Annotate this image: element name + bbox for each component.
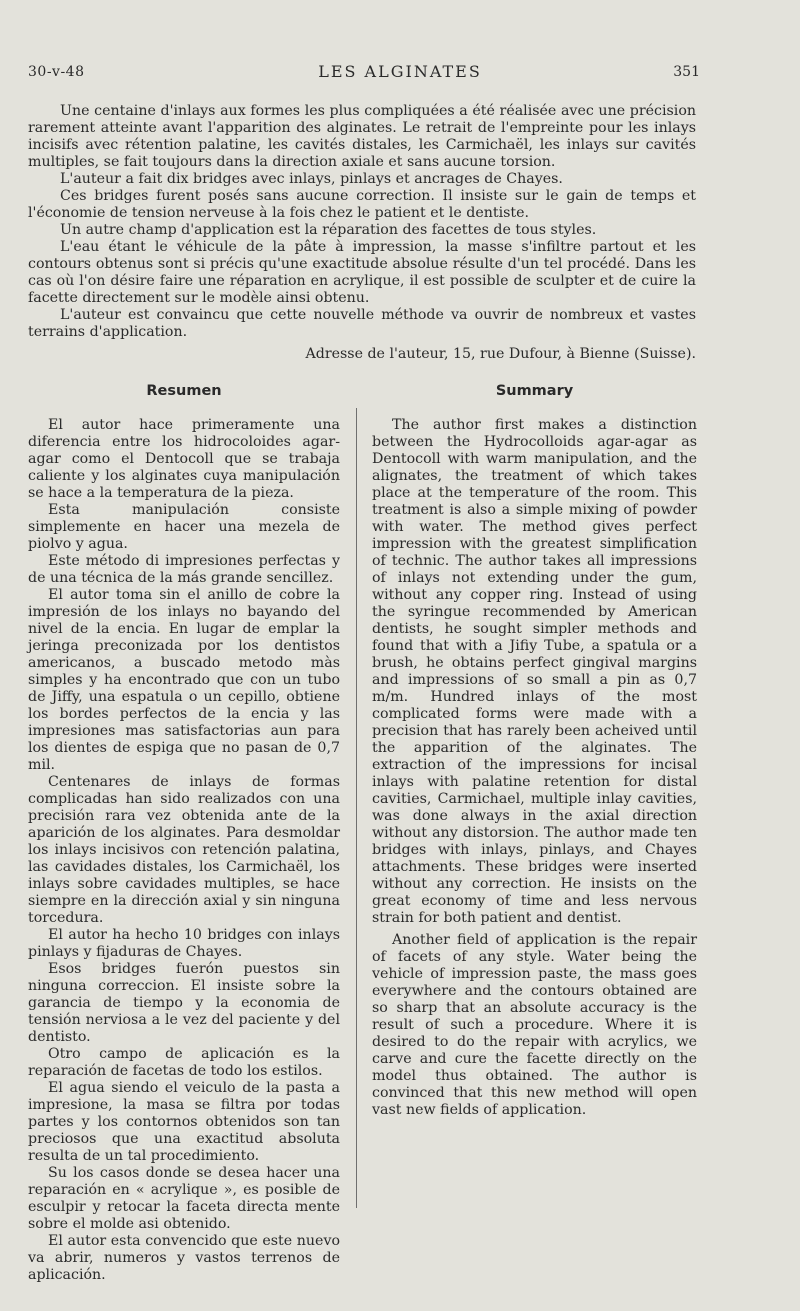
paragraph: El agua siendo el veiculo de la pasta a impresione, la masa se filtra por todas partes y los contornos obtenidos son tan preciosos que una exactitud absoluta resulta de un tal procedimiento.: [28, 1080, 340, 1164]
paragraph: Centenares de inlays de formas complicadas han sido realizados con una precisión rara vez obtenida ante de la aparición de los alginates. Para desmoldar los inlays incisivos con retención palatina, las cavidades distales, los Carmichaël, los inlays sobre cavidades multiples, se hace siempre en la dirección axial y sin ninguna torcedura.: [28, 774, 340, 926]
paragraph: L'auteur est convaincu que cette nouvelle méthode va ouvrir de nombreux et vastes terrains d'application.: [28, 307, 696, 340]
running-title: LES ALGINATES: [318, 62, 482, 81]
paragraph: The author first makes a distinction between the Hydrocolloids agar-agar as Dentocoll with warm manipulation, and the alignates, the treatment of which takes place at the temperature of the room. This treatment is also a simple mixing of powder with water. The method gives perfect impression with the greatest simplification of technic. The author takes all impressions of inlays not extending under the gum, without any copper ring. Instead of using the syringue recommended by American dentists, he sought simpler methods and found that with a Jifiy Tube, a spatula or a brush, he obtains perfect gingival margins and impressions of so small a pin as 0,7 m/m. Hundred inlays of the most complicated forms were made with a precision that has rarely been acheived until the apparition of the alginates. The extraction of the impressions for incisal inlays with palatine retention for distal cavities, Carmichael, multiple inlay cavities, was done always in the axial direction without any distorsion. The author made ten bridges with inlays, pinlays, and Chayes attachments. These bridges were inserted without any correction. He insists on the great economy of time and less nervous strain for both patient and dentist.: [372, 417, 697, 926]
page-number: 351: [673, 64, 700, 80]
author-address: Adresse de l'auteur, 15, rue Dufour, à Bienne (Suisse).: [305, 346, 696, 362]
resumen-column: [28, 383, 340, 1284]
paragraph: L'eau étant le véhicule de la pâte à impression, la masse s'infiltre partout et les contours obtenus sont si précis qu'une exactitude absolue résulte d'un tel procédé. Dans les cas où l'on désire faire une réparation en acrylique, il est possible de sculpter et de cuire la facette directement sur le modèle ainsi obtenu.: [28, 239, 696, 306]
date-reference: 30-v-48: [28, 64, 85, 80]
paragraph: Une centaine d'inlays aux formes les plus compliquées a été réalisée avec une précision rarement atteinte avant l'apparition des alginates. Le retrait de l'empreinte pour les inlays incisifs avec rétention palatine, les cavités distales, les Carmichaël, les inlays sur cavités multiples, se fait toujours dans la direction axiale et sans aucune torsion.: [28, 103, 696, 170]
column-divider: [356, 408, 357, 1208]
summary-column: [372, 383, 697, 1119]
paragraph: El autor hace primeramente una diferencia entre los hidrocoloides agar-agar como el Dentocoll que se trabaja caliente y los alginates cuya manipulación se hace a la temperatura de la pieza.: [28, 417, 340, 501]
paragraph: El autor esta convencido que este nuevo va abrir, numeros y vastos terrenos de aplicación.: [28, 1233, 340, 1283]
page-header: [0, 62, 800, 84]
paragraph: Un autre champ d'application est la réparation des facettes de tous styles.: [60, 222, 597, 238]
paragraph: Esta manipulación consiste simplemente en hacer una mezela de piolvo y agua.: [28, 502, 340, 552]
paragraph: L'auteur a fait dix bridges avec inlays, pinlays et ancrages de Chayes.: [60, 171, 563, 187]
paragraph: Another field of application is the repair of facets of any style. Water being the vehicle of impression paste, the mass goes everywhere and the contours obtained are so sharp that an absolute accuracy is the result of such a procedure. Where it is desired to do the repair with acrylics, we carve and cure the facette directly on the model thus obtained. The author is convinced that this new method will open vast new fields of application.: [372, 932, 697, 1118]
paragraph: El autor ha hecho 10 bridges con inlays pinlays y fijaduras de Chayes.: [28, 927, 340, 960]
paragraph: Esos bridges fuerón puestos sin ninguna correccion. El insiste sobre la garancia de tiempo y la economia de tensión nerviosa a le vez del paciente y del dentisto.: [28, 961, 340, 1045]
paragraph: Ces bridges furent posés sans aucune correction. Il insiste sur le gain de temps et l'économie de tension nerveuse à la fois chez le patient et le dentiste.: [28, 188, 696, 221]
paragraph: El autor toma sin el anillo de cobre la impresión de los inlays no bayando del nivel de la encia. En lugar de emplar la jeringa preconizada por los dentistos americanos, a buscado metodo màs simples y ha encontrado que con un tubo de Jiffy, una espatula o un cepillo, obtiene los bordes perfectos de la encia y las impresiones mas satisfactorias aun para los dientes de espiga que no pasan de 0,7 mil.: [28, 587, 340, 773]
paragraph: Este método di impresiones perfectas y de una técnica de la más grande sencillez.: [28, 553, 340, 586]
paragraph: Su los casos donde se desea hacer una reparación en « acrylique », es posible de esculpir y retocar la faceta directa mente sobre el molde asi obtenido.: [28, 1165, 340, 1232]
french-text-block: [28, 103, 696, 363]
resumen-heading: Resumen: [146, 383, 222, 399]
summary-heading: Summary: [495, 383, 574, 399]
paragraph: Otro campo de aplicación es la reparación de facetas de todo los estilos.: [28, 1046, 340, 1079]
